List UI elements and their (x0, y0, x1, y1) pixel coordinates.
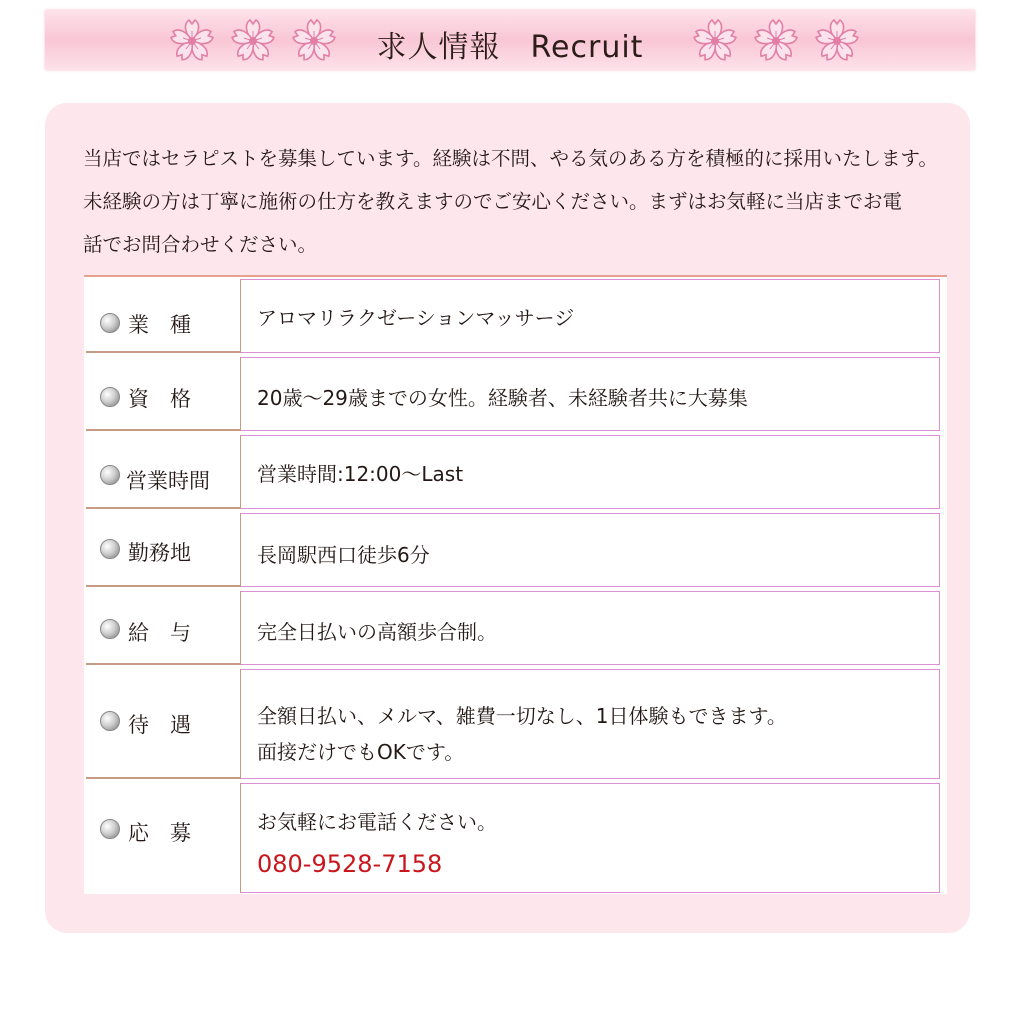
row-value: お気軽にお電話ください。 (257, 810, 497, 834)
row-label-cell (86, 357, 241, 431)
row-label: 給 与 (128, 621, 191, 645)
row-value-line2: 面接だけでもOKです。 (257, 740, 465, 764)
intro-text (83, 137, 953, 266)
sakura-flower-icon (751, 16, 801, 66)
sakura-flower-icon (812, 16, 862, 66)
row-value: 長岡駅西口徒歩6分 (257, 543, 430, 567)
sakura-flower-icon (690, 16, 740, 66)
row-value-cell (241, 513, 940, 587)
row-label: 応 募 (128, 821, 191, 845)
row-value-cell (241, 435, 940, 509)
table-row-job-type (84, 279, 947, 353)
phone-link[interactable]: 080-9528-7158 (257, 850, 443, 878)
table-row-qualification (84, 357, 947, 431)
row-label-cell (86, 435, 241, 509)
table-row-benefits (84, 669, 947, 779)
row-value: 20歳〜29歳までの女性。経験者、未経験者共に大募集 (257, 386, 748, 410)
round-bullet-icon (100, 313, 120, 333)
round-bullet-icon (100, 465, 120, 485)
row-label-cell (86, 669, 241, 779)
row-value: 営業時間:12:00〜Last (257, 462, 464, 486)
row-label-cell (86, 783, 241, 893)
row-label: 資 格 (128, 387, 191, 411)
row-value: アロマリラクゼーションマッサージ (257, 306, 575, 330)
row-label-cell (86, 591, 241, 665)
row-label-cell (86, 279, 241, 353)
row-value-cell (241, 357, 940, 431)
header-flowers-right (690, 16, 868, 66)
page-title-jp: 求人情報 (376, 30, 501, 65)
row-value-cell (241, 591, 940, 665)
row-label: 営業時間 (126, 469, 210, 493)
round-bullet-icon (100, 387, 120, 407)
intro-line: 未経験の方は丁寧に施術の仕方を教えますのでご安心ください。まずはお気軽に当店までお電 (83, 190, 903, 213)
row-value-cell (241, 279, 940, 353)
table-row-business-hours (84, 435, 947, 509)
round-bullet-icon (100, 539, 120, 559)
row-value: 完全日払いの高額歩合制。 (257, 620, 497, 644)
row-label: 待 遇 (128, 713, 191, 737)
round-bullet-icon (100, 819, 120, 839)
round-bullet-icon (100, 711, 120, 731)
intro-line: 当店ではセラピストを募集しています。経験は不問、やる気のある方を積極的に採用いたします。 (83, 147, 938, 170)
page-header (45, 10, 975, 70)
table-row-apply (84, 783, 947, 893)
row-label-cell (86, 513, 241, 587)
row-label: 業 種 (128, 313, 191, 337)
table-row-salary (84, 591, 947, 665)
round-bullet-icon (100, 619, 120, 639)
recruit-table (84, 275, 947, 894)
row-value-cell (241, 669, 940, 779)
row-value: 全額日払い、メルマ、雑費一切なし、1日体験もできます。 (257, 704, 787, 728)
row-label: 勤務地 (128, 541, 191, 565)
page-title-en: Recruit (530, 30, 644, 65)
intro-line: 話でお問合わせください。 (83, 233, 318, 256)
row-value-cell (241, 783, 940, 893)
table-row-work-location (84, 513, 947, 587)
